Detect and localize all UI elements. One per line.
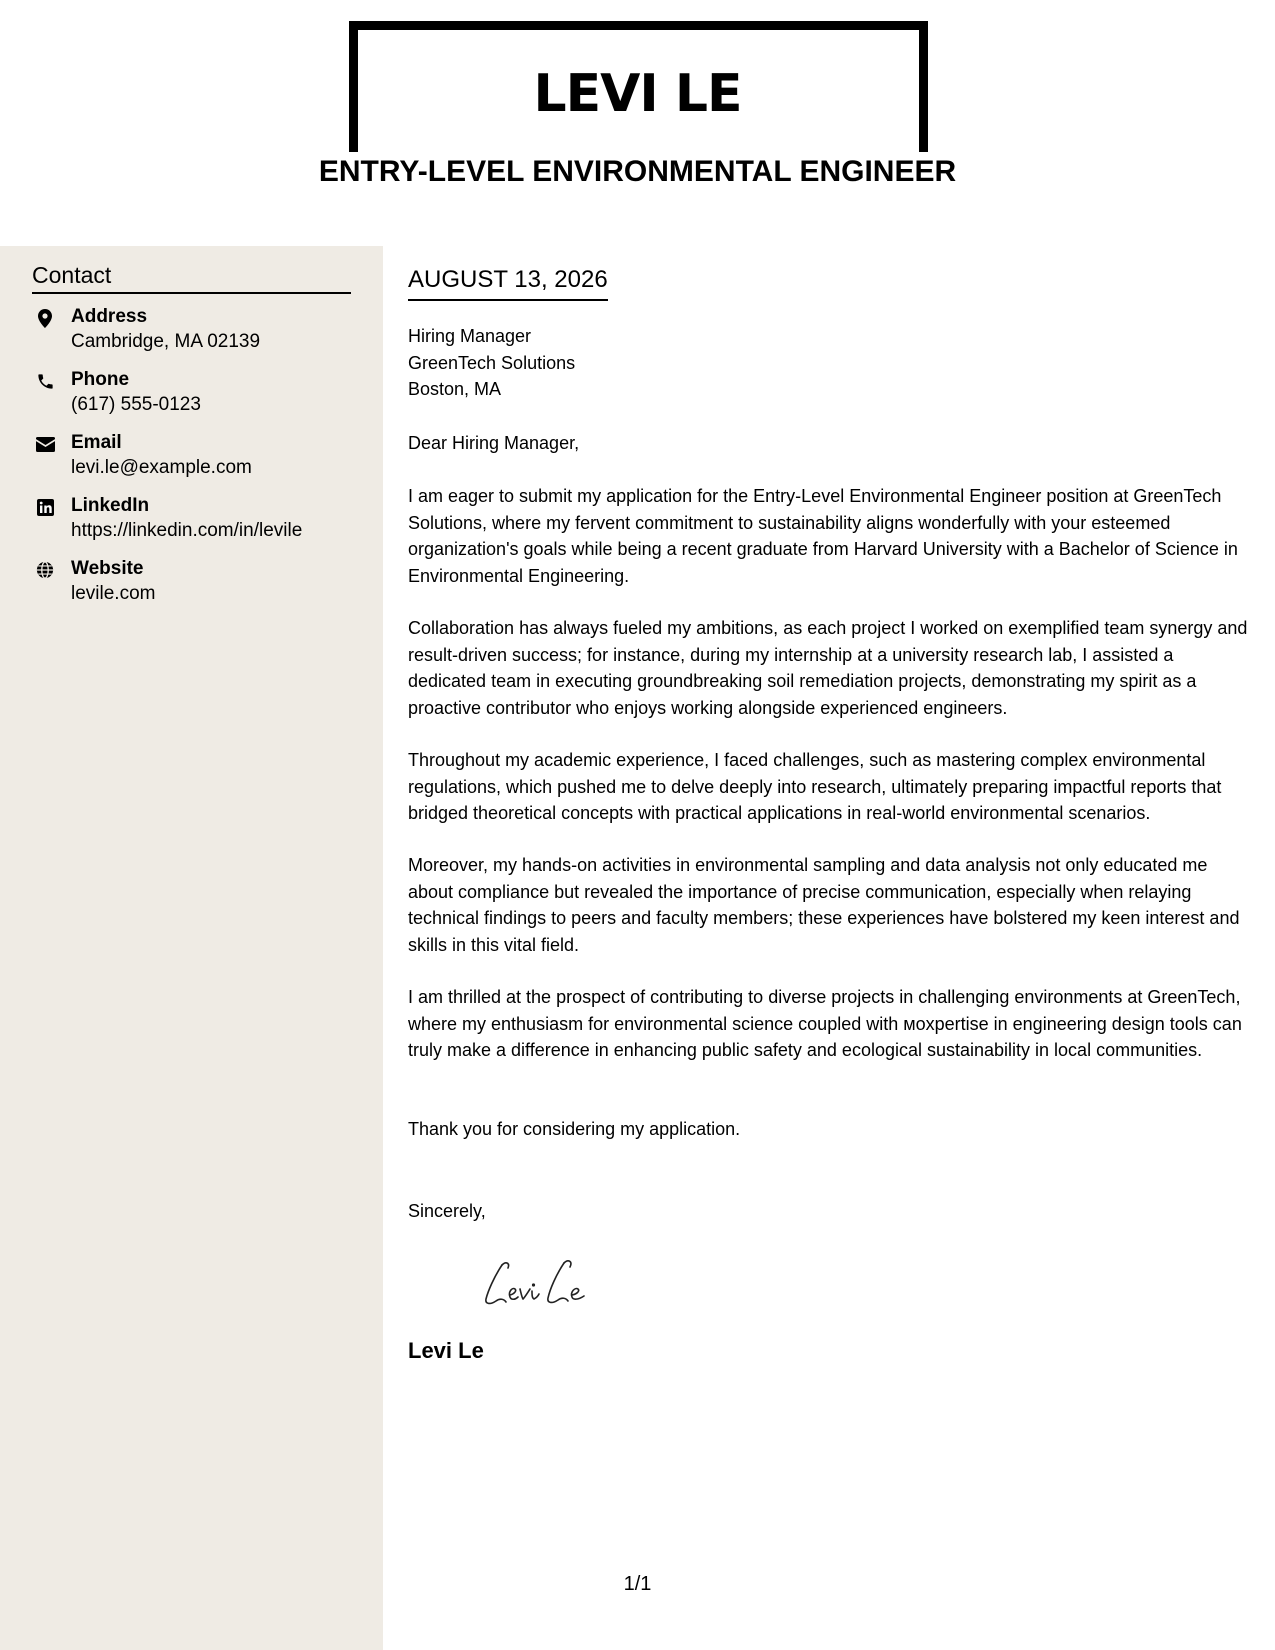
- location-pin-icon: [32, 307, 58, 329]
- contact-value[interactable]: levile.com: [71, 583, 156, 604]
- applicant-name: LEVI LE: [533, 64, 742, 124]
- phone-icon: [32, 370, 58, 392]
- contact-value: (617) 555-0123: [71, 394, 201, 415]
- body-paragraph: I am thrilled at the prospect of contributing to diverse projects in challenging environments at GreenTech, where my enthusiasm for environmental science coupled with мoxpertise in engineering design tools can truly make a difference in enhancing public safety and ecological sustainability in local communities.: [408, 987, 1242, 1060]
- contact-label: LinkedIn: [71, 495, 150, 516]
- envelope-icon: [32, 433, 58, 455]
- job-title: ENTRY-LEVEL ENVIRONMENTAL ENGINEER: [318, 155, 957, 188]
- contact-sidebar: [0, 246, 383, 1650]
- recipient-location: Boston, MA: [408, 379, 502, 399]
- signed-name: Levi Le: [408, 1338, 484, 1363]
- contact-value[interactable]: https://linkedin.com/in/levile: [71, 520, 303, 541]
- recipient-title: Hiring Manager: [408, 326, 532, 346]
- recipient-company: GreenTech Solutions: [408, 352, 576, 373]
- contact-value: levi.le@example.com: [71, 457, 252, 478]
- linkedin-icon: [32, 496, 58, 518]
- page-number: 1/1: [623, 1573, 652, 1595]
- salutation: Dear Hiring Manager,: [408, 433, 580, 453]
- globe-icon: [32, 559, 58, 581]
- contact-label: Website: [71, 558, 144, 579]
- contact-label: Email: [71, 432, 122, 453]
- recipient-block: [408, 323, 575, 403]
- contact-value: Cambridge, MA 02139: [71, 331, 261, 352]
- body-paragraph: Throughout my academic experience, I faced challenges, such as mastering complex environmental regulations, which pushed me to delve deeply into research, ultimately preparing impactful reports that bridged theoretical concepts with practical applications in real-world environmental scenarios.: [408, 750, 1222, 823]
- body-paragraph: Thank you for considering my application.: [408, 1119, 741, 1139]
- handwritten-signature: [480, 1255, 610, 1311]
- body-paragraph: Moreover, my hands-on activities in environmental sampling and data analysis not only educated me about compliance but revealed the importance of precise communication, especially when relaying technical findings to peers and faculty members; these experiences have bolstered my keen interest and skills in this vital field.: [408, 855, 1240, 955]
- letter-date: AUGUST 13, 2026: [408, 264, 608, 301]
- closing: Sincerely,: [408, 1201, 486, 1221]
- contact-label: Phone: [71, 369, 130, 390]
- body-paragraph: I am eager to submit my application for the Entry-Level Environmental Engineer position at GreenTech Solutions, where my fervent commitment to sustainability aligns wonderfully with your esteemed organization's goals while being a recent graduate from Harvard University with a Bachelor of Science in Environmental Engineering.: [408, 486, 1238, 586]
- contact-heading: Contact: [32, 260, 351, 294]
- contact-label: Address: [71, 306, 148, 327]
- body-paragraph: Collaboration has always fueled my ambitions, as each project I worked on exemplified team synergy and result-driven success; for instance, during my internship at a university research lab, I assisted a dedicated team in executing groundbreaking soil remediation projects, demonstrating my spirit as a proactive contributor who enjoys working alongside experienced engineers.: [408, 618, 1248, 718]
